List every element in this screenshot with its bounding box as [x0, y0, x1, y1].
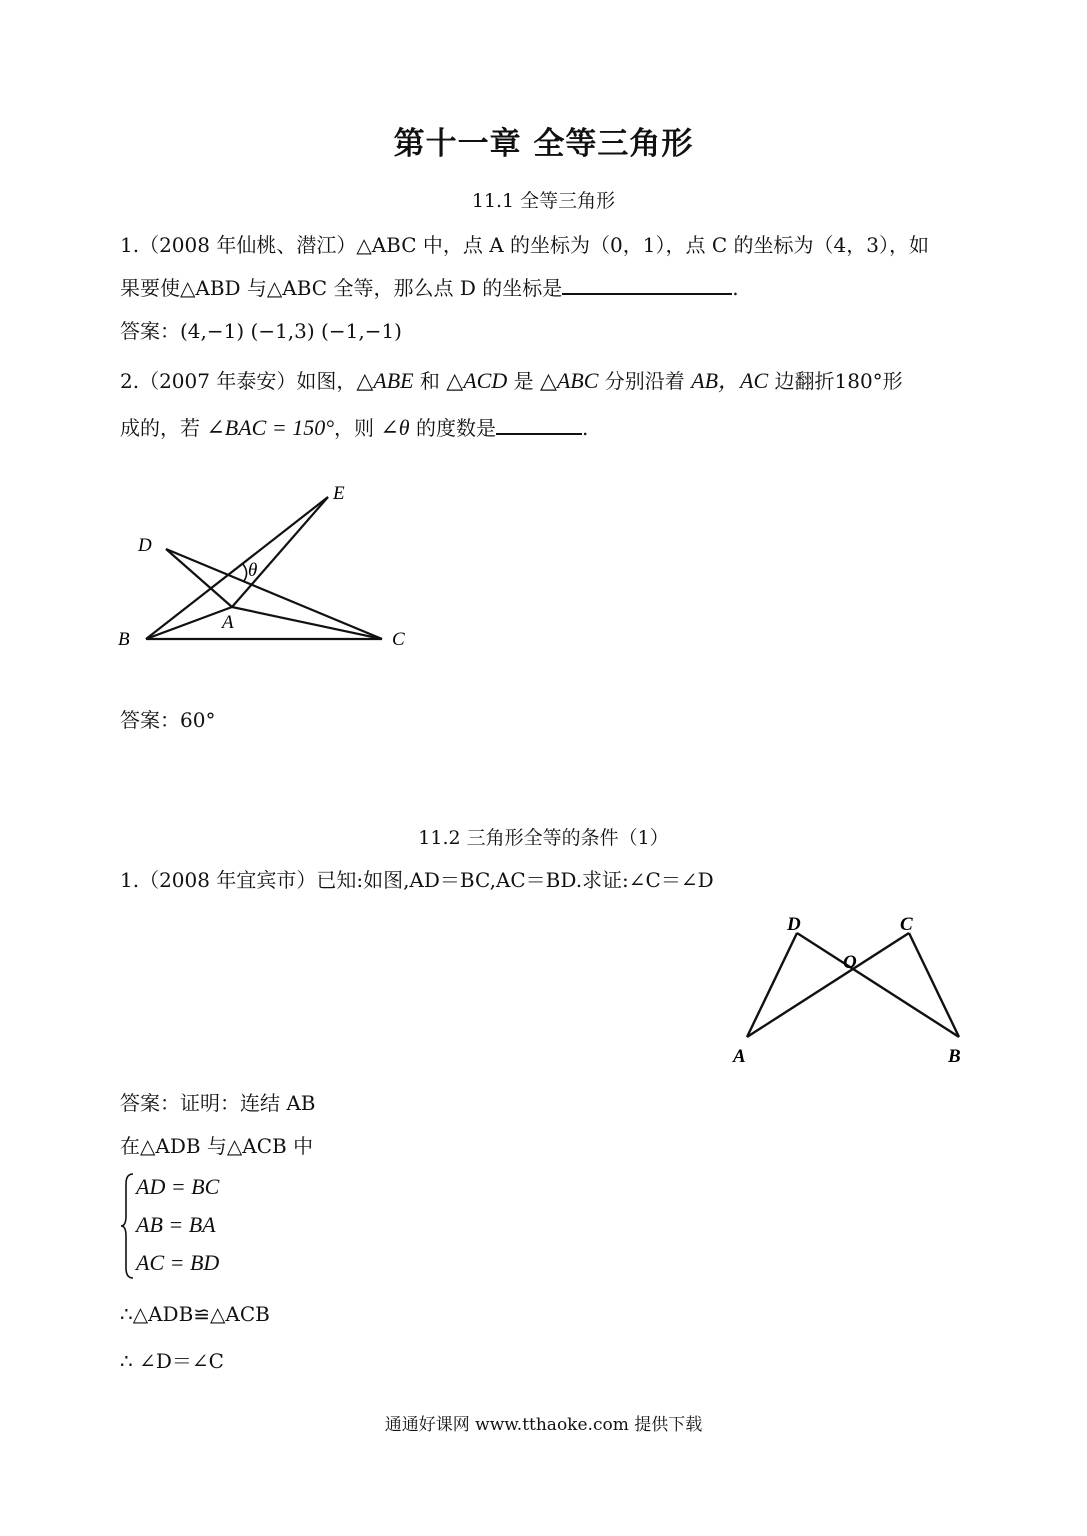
- segment-dc: [166, 549, 382, 639]
- p1-conclusion1: ∴△ADB≌△ACB: [120, 1302, 270, 1326]
- q2-tri-abe: △ABE: [356, 368, 414, 393]
- p1-answer: 答案：证明：连结 AB: [120, 1091, 316, 1115]
- q2-answer: 答案：60°: [120, 708, 216, 732]
- q2-line2-mid: ，则: [334, 416, 381, 440]
- label-d: D: [787, 914, 801, 935]
- bowtie-figure: [725, 905, 975, 1070]
- label-c: C: [392, 629, 405, 650]
- q2-edges: AB，AC: [691, 368, 769, 393]
- left-brace: [120, 1172, 136, 1280]
- label-a: A: [222, 612, 234, 633]
- q1-line2-end: .: [732, 276, 739, 300]
- q2-line2: [120, 412, 588, 441]
- equation-1: AD = BC: [136, 1174, 220, 1199]
- q1-line2: [120, 272, 739, 301]
- q2-line1-mid2: 分别沿着: [598, 369, 692, 393]
- p1-line1: 1.（2008 年宜宾市）已知:如图,AD＝BC,AC＝BD.求证:∠C＝∠D: [120, 868, 714, 892]
- equation-3: AC = BD: [136, 1250, 220, 1275]
- q2-tri-acd: △ACD: [446, 368, 508, 393]
- section-heading-11-1: 11.1 全等三角形: [471, 190, 616, 212]
- answer-blank: [496, 415, 582, 435]
- q2-line1-mid: 是: [507, 369, 540, 393]
- footer-text: 通通好课网 www.tthaoke.com 提供下载: [384, 1415, 703, 1435]
- label-c: C: [900, 914, 913, 935]
- segment-be: [146, 497, 328, 639]
- q1-answer: 答案：(4,−1) (−1,3) (−1,−1): [120, 319, 402, 343]
- answer-blank: [562, 275, 732, 295]
- q1-line2-text: 果要使△ABD 与△ABC 全等，那么点 D 的坐标是: [120, 276, 563, 300]
- q1-line1: 1.（2008 年仙桃、潜江）△ABC 中，点 A 的坐标为（0，1），点 C 的坐标为（4，3），如: [120, 233, 929, 257]
- q2-line1-suffix: 边翻折180°形: [768, 369, 903, 393]
- q2-angle-bac: ∠BAC = 150°: [206, 415, 334, 440]
- q2-tri-abc: △ABC: [539, 368, 599, 393]
- theta-arc: [242, 563, 247, 581]
- label-o: O: [843, 952, 857, 973]
- label-b: B: [948, 1046, 961, 1067]
- section-heading-11-2: 11.2 三角形全等的条件（1）: [418, 827, 669, 849]
- segment-ab: [146, 607, 232, 639]
- q2-line1: [120, 364, 903, 395]
- p1-conclusion2: ∴ ∠D＝∠C: [120, 1349, 224, 1373]
- label-theta: θ: [248, 560, 258, 581]
- folded-triangles-figure: [110, 475, 430, 665]
- q2-line2-suffix: 的度数是: [409, 416, 496, 440]
- segment-ae: [232, 497, 328, 607]
- q2-and: 和: [413, 369, 447, 393]
- page-title: 第十一章 全等三角形: [393, 126, 694, 162]
- label-e: E: [333, 483, 345, 504]
- q2-angle-theta: ∠θ: [380, 415, 410, 440]
- label-d: D: [138, 535, 152, 556]
- q2-line1-prefix: 2.（2007 年泰安）如图，: [120, 369, 357, 393]
- equation-2: AB = BA: [136, 1212, 216, 1237]
- label-b: B: [118, 629, 130, 650]
- q2-line2-end: .: [581, 416, 589, 440]
- p1-step1: 在△ADB 与△ACB 中: [120, 1134, 314, 1158]
- label-a: A: [733, 1046, 746, 1067]
- q2-line2-prefix: 成的，若: [120, 416, 207, 440]
- segment-ac: [232, 607, 382, 639]
